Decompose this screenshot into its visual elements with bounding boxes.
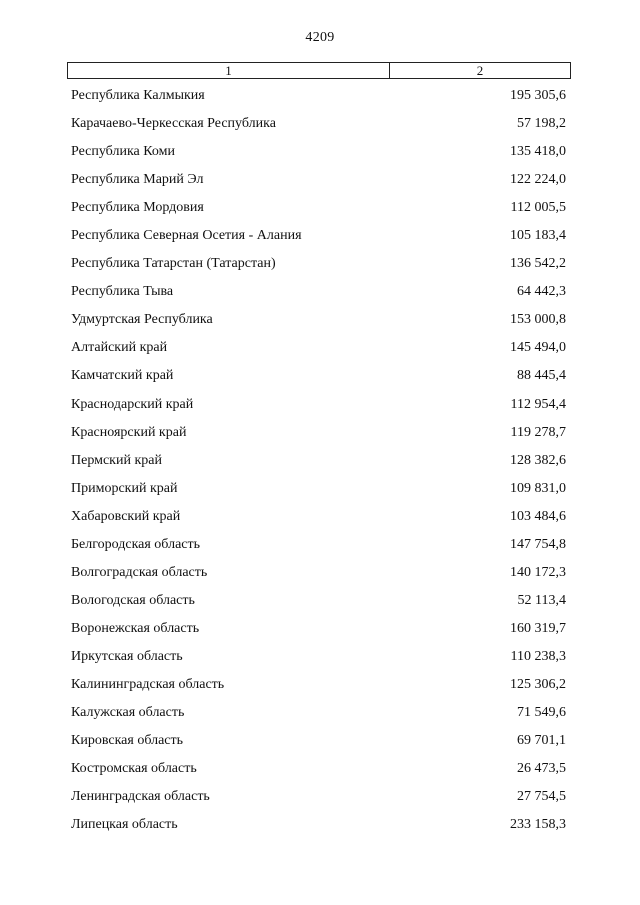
table-row bbox=[0, 278, 640, 306]
region-name: Калининградская область bbox=[71, 676, 225, 692]
table-row bbox=[0, 419, 640, 447]
table-row bbox=[0, 306, 640, 334]
table-row bbox=[0, 587, 640, 615]
region-name: Удмуртская Республика bbox=[71, 312, 213, 328]
table-row bbox=[0, 755, 640, 783]
table-row bbox=[0, 334, 640, 362]
region-value: 147 754,8 bbox=[510, 536, 566, 552]
region-name: Красноярский край bbox=[71, 424, 187, 440]
table-row bbox=[0, 362, 640, 390]
region-name: Вологодская область bbox=[71, 592, 195, 608]
region-value: 125 306,2 bbox=[510, 676, 566, 692]
table-row bbox=[0, 727, 640, 755]
region-name: Пермский край bbox=[71, 452, 162, 468]
region-name: Краснодарский край bbox=[71, 396, 194, 412]
region-name: Приморский край bbox=[71, 480, 178, 496]
region-name: Республика Северная Осетия - Алания bbox=[71, 228, 302, 244]
region-value: 122 224,0 bbox=[510, 172, 566, 188]
region-name: Республика Калмыкия bbox=[71, 88, 205, 103]
region-name: Республика Тыва bbox=[71, 284, 174, 300]
table-row bbox=[0, 166, 640, 194]
region-name: Камчатский край bbox=[71, 368, 174, 384]
region-value: 145 494,0 bbox=[510, 340, 566, 356]
table-row bbox=[0, 138, 640, 166]
region-name: Костромская область bbox=[71, 761, 197, 777]
page-number: 4209 bbox=[305, 30, 335, 45]
region-value: 195 305,6 bbox=[510, 88, 566, 103]
table-row bbox=[0, 699, 640, 727]
region-value: 69 701,1 bbox=[517, 733, 566, 749]
table-row bbox=[0, 643, 640, 671]
region-value: 119 278,7 bbox=[510, 424, 566, 440]
region-value: 233 158,3 bbox=[510, 817, 566, 833]
region-name: Республика Мордовия bbox=[71, 200, 204, 216]
region-name: Липецкая область bbox=[71, 817, 178, 833]
table-row bbox=[0, 194, 640, 222]
region-value: 27 754,5 bbox=[517, 789, 566, 805]
region-name: Хабаровский край bbox=[71, 508, 181, 524]
region-value: 135 418,0 bbox=[510, 144, 566, 160]
region-value: 112 954,4 bbox=[510, 396, 566, 412]
table-row bbox=[0, 82, 640, 110]
table-row bbox=[0, 531, 640, 559]
region-value: 52 113,4 bbox=[517, 592, 566, 608]
table-header bbox=[67, 62, 571, 79]
table-row bbox=[0, 811, 640, 839]
region-value: 153 000,8 bbox=[510, 312, 566, 328]
table-row bbox=[0, 222, 640, 250]
region-value: 71 549,6 bbox=[517, 705, 566, 721]
region-value: 26 473,5 bbox=[517, 761, 566, 777]
table-row bbox=[0, 559, 640, 587]
region-value: 136 542,2 bbox=[510, 256, 566, 272]
region-value: 88 445,4 bbox=[517, 368, 566, 384]
region-name: Кировская область bbox=[71, 733, 184, 749]
region-name: Волгоградская область bbox=[71, 564, 208, 580]
region-value: 110 238,3 bbox=[510, 648, 566, 664]
region-name: Воронежская область bbox=[71, 620, 200, 636]
region-value: 57 198,2 bbox=[517, 116, 566, 132]
region-name: Калужская область bbox=[71, 705, 185, 721]
region-name: Республика Татарстан (Татарстан) bbox=[71, 256, 276, 272]
table-row bbox=[0, 475, 640, 503]
column-header-2: 2 bbox=[476, 63, 484, 78]
region-value: 105 183,4 bbox=[510, 228, 566, 244]
region-name: Белгородская область bbox=[71, 536, 201, 552]
region-value: 112 005,5 bbox=[510, 200, 566, 216]
table-row bbox=[0, 783, 640, 811]
region-name: Ленинградская область bbox=[71, 789, 210, 805]
region-name: Алтайский край bbox=[71, 340, 168, 356]
table-row bbox=[0, 503, 640, 531]
region-value: 140 172,3 bbox=[510, 564, 566, 580]
table-row bbox=[0, 250, 640, 278]
table-row bbox=[0, 671, 640, 699]
region-value: 103 484,6 bbox=[510, 508, 566, 524]
region-value: 128 382,6 bbox=[510, 452, 566, 468]
region-name: Республика Коми bbox=[71, 144, 175, 160]
region-value: 109 831,0 bbox=[510, 480, 566, 496]
region-name: Республика Марий Эл bbox=[71, 172, 204, 188]
table-row bbox=[0, 447, 640, 475]
region-value: 160 319,7 bbox=[510, 620, 566, 636]
region-name: Карачаево-Черкесская Республика bbox=[71, 116, 276, 132]
table-row bbox=[0, 110, 640, 138]
region-value: 64 442,3 bbox=[517, 284, 566, 300]
table-body bbox=[0, 82, 640, 839]
region-name: Иркутская область bbox=[71, 648, 183, 664]
table-row bbox=[0, 391, 640, 419]
table-row bbox=[0, 615, 640, 643]
column-header-1: 1 bbox=[68, 63, 390, 78]
